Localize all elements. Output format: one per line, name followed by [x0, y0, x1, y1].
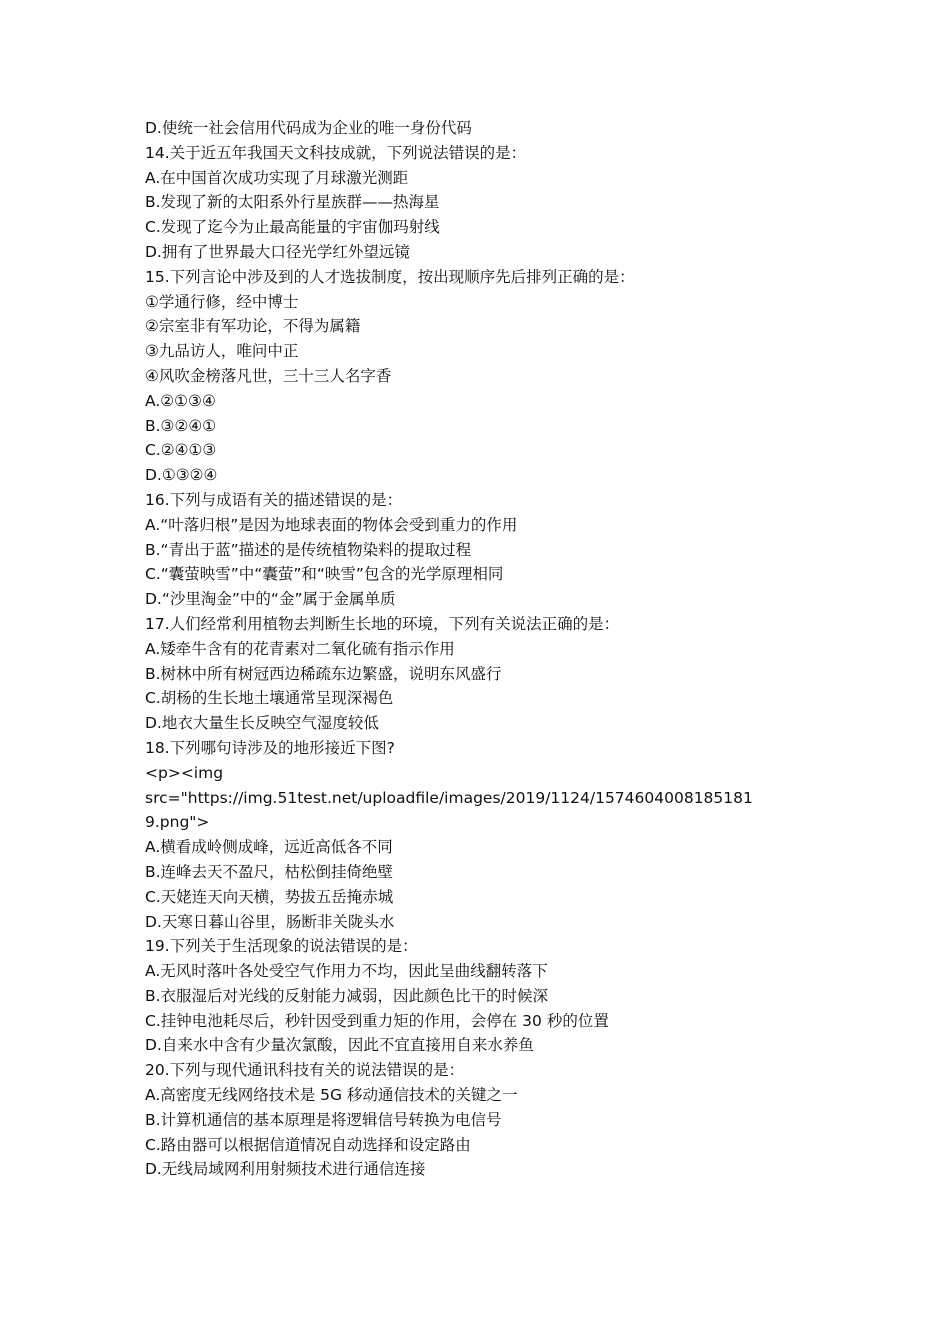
option-line: A.无风时落叶各处受空气作用力不均，因此呈曲线翻转落下: [145, 962, 548, 981]
statement-line: ③九品访人，唯问中正: [145, 342, 299, 361]
option-line: C.发现了迄今为止最高能量的宇宙伽玛射线: [145, 218, 440, 237]
option-line: C.挂钟电池耗尽后，秒针因受到重力矩的作用，会停在 30 秒的位置: [145, 1011, 609, 1030]
statement-line: ②宗室非有军功论，不得为属籍: [145, 317, 361, 336]
option-line: C.天姥连天向天横，势拔五岳掩赤城: [145, 887, 394, 906]
option-line: A.在中国首次成功实现了月球激光测距: [145, 168, 409, 187]
option-line: D.地衣大量生长反映空气湿度较低: [145, 714, 379, 733]
option-line: B.“青出于蓝”描述的是传统植物染料的提取过程: [145, 540, 472, 559]
question-18: 18.下列哪句诗涉及的地形接近下图?: [145, 738, 395, 757]
statement-line: ①学通行修，经中博士: [145, 292, 299, 311]
option-line: C.“囊萤映雪”中“囊萤”和“映雪”包含的光学原理相同: [145, 565, 504, 584]
question-20: 20.下列与现代通讯科技有关的说法错误的是：: [145, 1061, 465, 1080]
option-line: D.①③②④: [145, 466, 218, 485]
question-15: 15.下列言论中涉及到的人才选拔制度，按出现顺序先后排列正确的是：: [145, 267, 635, 286]
question-14: 14.关于近五年我国天文科技成就，下列说法错误的是：: [145, 143, 527, 162]
option-line: B.发现了新的太阳系外行星族群——热海星: [145, 193, 440, 212]
question-17: 17.人们经常利用植物去判断生长地的环境，下列有关说法正确的是：: [145, 614, 620, 633]
option-line: C.路由器可以根据信道情况自动选择和设定路由: [145, 1135, 471, 1154]
raw-html-line: <p><img: [145, 763, 224, 782]
option-line: A.②①③④: [145, 391, 216, 410]
option-line: B.计算机通信的基本原理是将逻辑信号转换为电信号: [145, 1110, 502, 1129]
option-line: D.“沙里淘金”中的“金”属于金属单质: [145, 590, 396, 609]
option-line: D.拥有了世界最大口径光学红外望远镜: [145, 242, 410, 261]
question-19: 19.下列关于生活现象的说法错误的是：: [145, 937, 418, 956]
option-line: A.横看成岭侧成峰，远近高低各不同: [145, 838, 393, 857]
option-line: A.高密度无线网络技术是 5G 移动通信技术的关键之一: [145, 1086, 518, 1105]
option-line: D.自来水中含有少量次氯酸，因此不宜直接用自来水养鱼: [145, 1036, 534, 1055]
option-line: B.树林中所有树冠西边稀疏东边繁盛，说明东风盛行: [145, 664, 502, 683]
option-line: A.矮牵牛含有的花青素对二氧化硫有指示作用: [145, 639, 455, 658]
question-16: 16.下列与成语有关的描述错误的是：: [145, 490, 403, 509]
raw-html-line: src="https://img.51test.net/uploadfile/images/2019/1124/1574604008185181: [145, 788, 753, 807]
raw-html-line: 9.png">: [145, 813, 210, 832]
option-line: C.胡杨的生长地土壤通常呈现深褐色: [145, 689, 394, 708]
question-text-block: [145, 116, 825, 1182]
option-line: B.连峰去天不盈尺，枯松倒挂倚绝壁: [145, 862, 394, 881]
option-line: C.②④①③: [145, 441, 217, 460]
option-line: D.天寒日暮山谷里，肠断非关陇头水: [145, 912, 395, 931]
option-line: B.③②④①: [145, 416, 217, 435]
option-line: B.衣服湿后对光线的反射能力减弱，因此颜色比干的时候深: [145, 986, 549, 1005]
option-line: A.“叶落归根”是因为地球表面的物体会受到重力的作用: [145, 515, 518, 534]
text-line: D.使统一社会信用代码成为企业的唯一身份代码: [145, 119, 472, 137]
statement-line: ④风吹金榜落凡世，三十三人名字香: [145, 366, 392, 385]
option-line: D.无线局域网利用射频技术进行通信连接: [145, 1160, 426, 1179]
